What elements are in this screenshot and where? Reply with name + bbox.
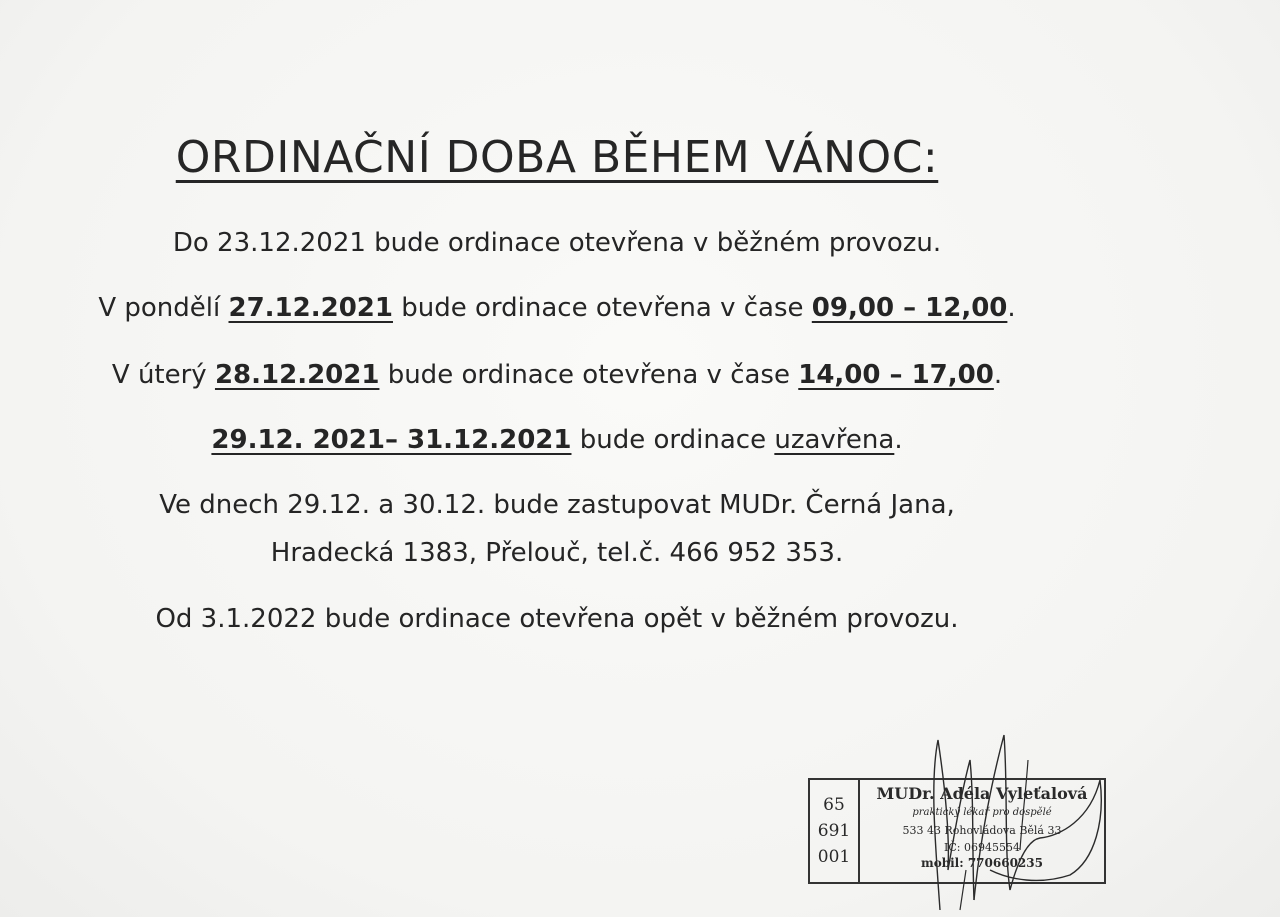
tuesday-date: 28.12.2021: [214, 360, 380, 390]
notice-line-substitute-address: Hradecká 1383, Přelouč, tel.č. 466 952 353.: [270, 538, 844, 568]
notice-line-tuesday: [0, 360, 1114, 390]
doctor-stamp: [808, 778, 1106, 884]
tuesday-hours: 14,00 – 17,00: [798, 360, 994, 390]
monday-suffix: .: [1007, 293, 1016, 323]
stamp-code: [810, 780, 860, 882]
notice-line-reopen: Od 3.1.2022 bude ordinace otevřena opět v běžném provozu.: [155, 604, 959, 634]
notice-title-text: ORDINAČNÍ DOBA BĚHEM VÁNOC:: [175, 132, 939, 183]
stamp-code-line: 691: [817, 821, 851, 841]
stamp-code-line: 65: [823, 795, 845, 815]
notice-line-regular-until: Do 23.12.2021 bude ordinace otevřena v běžném provozu.: [172, 228, 942, 258]
closed-status: uzavřena: [774, 425, 895, 455]
stamp-mobile: mobil: 770660235: [921, 856, 1043, 870]
tuesday-middle: bude ordinace otevřena v čase: [379, 360, 799, 390]
closed-dates: 29.12. 2021– 31.12.2021: [211, 425, 572, 455]
notice-line-closed: [0, 425, 1114, 455]
notice-title: [0, 132, 1114, 183]
notice-line-monday: [0, 293, 1114, 323]
closed-middle: bude ordinace: [571, 425, 775, 455]
closed-suffix: .: [894, 425, 903, 455]
monday-date: 27.12.2021: [228, 293, 393, 323]
stamp-code-line: 001: [817, 847, 851, 867]
notice-line-substitute: Ve dnech 29.12. a 30.12. bude zastupovat MUDr. Černá Jana,: [159, 490, 955, 520]
stamp-body: [860, 780, 1104, 882]
stamp-role: praktický lékař pro dospělé: [912, 807, 1052, 818]
monday-middle: bude ordinace otevřena v čase: [392, 293, 812, 323]
monday-prefix: V pondělí: [98, 293, 229, 323]
tuesday-suffix: .: [993, 360, 1003, 390]
stamp-doctor-name: MUDr. Adéla Vyleťalová: [876, 784, 1088, 803]
stamp-ico: IČ: 06945554: [944, 841, 1020, 854]
monday-hours: 09,00 – 12,00: [811, 293, 1008, 323]
tuesday-prefix: V úterý: [111, 360, 215, 390]
stamp-address: 533 43 Rohovládova Bělá 33: [902, 824, 1062, 837]
